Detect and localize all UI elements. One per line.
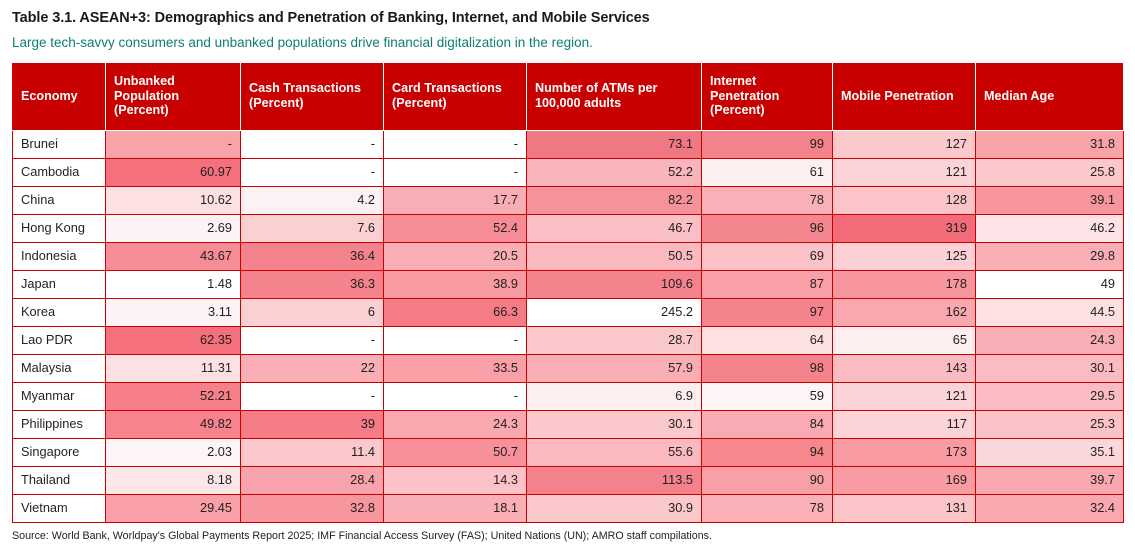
cell-value: 50.7	[384, 439, 527, 467]
cell-value: 59	[702, 383, 833, 411]
cell-value: 121	[833, 159, 976, 187]
cell-value: 60.97	[106, 159, 241, 187]
column-header-internet-penetration: Internet Penetration (Percent)	[702, 63, 833, 131]
cell-value: 127	[833, 131, 976, 159]
cell-value: 121	[833, 383, 976, 411]
cell-value: -	[106, 131, 241, 159]
cell-value: 35.1	[976, 439, 1124, 467]
cell-value: 162	[833, 299, 976, 327]
table-row	[13, 355, 1124, 383]
cell-value: 87	[702, 271, 833, 299]
cell-economy: Lao PDR	[13, 327, 106, 355]
cell-economy: Korea	[13, 299, 106, 327]
cell-value: 131	[833, 495, 976, 523]
cell-value: -	[384, 159, 527, 187]
table-row	[13, 411, 1124, 439]
cell-value: 73.1	[527, 131, 702, 159]
cell-value: 29.8	[976, 243, 1124, 271]
cell-value: 30.9	[527, 495, 702, 523]
cell-value: 32.4	[976, 495, 1124, 523]
cell-value: 46.2	[976, 215, 1124, 243]
cell-value: 65	[833, 327, 976, 355]
cell-value: 84	[702, 411, 833, 439]
cell-value: 109.6	[527, 271, 702, 299]
cell-economy: China	[13, 187, 106, 215]
source-note: Source: World Bank, Worldpay's Global Payments Report 2025; IMF Financial Access Survey (FAS); United Nations (UN); AMRO staff compilations.	[12, 530, 712, 542]
cell-value: 39.1	[976, 187, 1124, 215]
cell-value: 125	[833, 243, 976, 271]
cell-value: 4.2	[241, 187, 384, 215]
cell-value: 94	[702, 439, 833, 467]
cell-value: 36.3	[241, 271, 384, 299]
cell-value: 90	[702, 467, 833, 495]
table-subtitle: Large tech-savvy consumers and unbanked populations drive financial digitalization in the region.	[12, 35, 593, 50]
cell-value: 55.6	[527, 439, 702, 467]
cell-economy: Singapore	[13, 439, 106, 467]
cell-value: 25.3	[976, 411, 1124, 439]
table-row	[13, 467, 1124, 495]
cell-value: 11.4	[241, 439, 384, 467]
cell-value: -	[384, 327, 527, 355]
cell-value: 78	[702, 187, 833, 215]
cell-value: 14.3	[384, 467, 527, 495]
column-header-unbanked-population: Unbanked Population (Percent)	[106, 63, 241, 131]
cell-economy: Thailand	[13, 467, 106, 495]
cell-value: 8.18	[106, 467, 241, 495]
table-row	[13, 271, 1124, 299]
cell-value: 6.9	[527, 383, 702, 411]
cell-value: 61	[702, 159, 833, 187]
cell-value: 49.82	[106, 411, 241, 439]
cell-value: 11.31	[106, 355, 241, 383]
column-header-median-age: Median Age	[976, 63, 1124, 131]
cell-value: -	[241, 383, 384, 411]
cell-value: 38.9	[384, 271, 527, 299]
cell-value: 6	[241, 299, 384, 327]
cell-economy: Cambodia	[13, 159, 106, 187]
cell-value: 50.5	[527, 243, 702, 271]
cell-value: 52.2	[527, 159, 702, 187]
cell-economy: Myanmar	[13, 383, 106, 411]
cell-value: 169	[833, 467, 976, 495]
cell-value: 29.45	[106, 495, 241, 523]
cell-value: 31.8	[976, 131, 1124, 159]
cell-value: 3.11	[106, 299, 241, 327]
cell-value: 22	[241, 355, 384, 383]
cell-value: 69	[702, 243, 833, 271]
table-row	[13, 439, 1124, 467]
cell-value: -	[384, 383, 527, 411]
cell-value: 96	[702, 215, 833, 243]
cell-value: 113.5	[527, 467, 702, 495]
cell-value: 28.7	[527, 327, 702, 355]
data-table	[12, 62, 1124, 523]
page-title: Table 3.1. ASEAN+3: Demographics and Penetration of Banking, Internet, and Mobile Services	[12, 10, 650, 26]
cell-value: 82.2	[527, 187, 702, 215]
cell-economy: Indonesia	[13, 243, 106, 271]
column-header-mobile-penetration: Mobile Penetration	[833, 63, 976, 131]
cell-value: 25.8	[976, 159, 1124, 187]
cell-value: 173	[833, 439, 976, 467]
cell-value: 52.4	[384, 215, 527, 243]
table-body	[13, 131, 1124, 523]
cell-value: 24.3	[384, 411, 527, 439]
cell-value: 178	[833, 271, 976, 299]
cell-value: 49	[976, 271, 1124, 299]
cell-economy: Malaysia	[13, 355, 106, 383]
cell-value: 46.7	[527, 215, 702, 243]
table-row	[13, 243, 1124, 271]
table-row	[13, 131, 1124, 159]
cell-value: 28.4	[241, 467, 384, 495]
table-header	[13, 63, 1124, 131]
cell-value: 30.1	[527, 411, 702, 439]
table-row	[13, 215, 1124, 243]
cell-value: -	[241, 327, 384, 355]
table-row	[13, 383, 1124, 411]
header-row	[13, 63, 1124, 131]
cell-value: 128	[833, 187, 976, 215]
cell-value: 57.9	[527, 355, 702, 383]
table-row	[13, 327, 1124, 355]
cell-value: 2.03	[106, 439, 241, 467]
cell-value: 62.35	[106, 327, 241, 355]
cell-value: 30.1	[976, 355, 1124, 383]
cell-value: 18.1	[384, 495, 527, 523]
cell-value: 7.6	[241, 215, 384, 243]
cell-economy: Philippines	[13, 411, 106, 439]
column-header-economy: Economy	[13, 63, 106, 131]
table-row	[13, 187, 1124, 215]
cell-value: 2.69	[106, 215, 241, 243]
cell-value: 39	[241, 411, 384, 439]
column-header-cash-transactions: Cash Transactions (Percent)	[241, 63, 384, 131]
cell-value: 1.48	[106, 271, 241, 299]
column-header-card-transactions: Card Transactions (Percent)	[384, 63, 527, 131]
cell-value: 52.21	[106, 383, 241, 411]
cell-value: 39.7	[976, 467, 1124, 495]
cell-value: 29.5	[976, 383, 1124, 411]
cell-value: 43.67	[106, 243, 241, 271]
cell-value: 33.5	[384, 355, 527, 383]
cell-economy: Japan	[13, 271, 106, 299]
cell-value: 36.4	[241, 243, 384, 271]
cell-value: 17.7	[384, 187, 527, 215]
cell-value: -	[384, 131, 527, 159]
cell-value: 97	[702, 299, 833, 327]
cell-economy: Vietnam	[13, 495, 106, 523]
table-row	[13, 495, 1124, 523]
cell-value: 143	[833, 355, 976, 383]
cell-value: 319	[833, 215, 976, 243]
cell-value: -	[241, 131, 384, 159]
column-header-atms: Number of ATMs per 100,000 adults	[527, 63, 702, 131]
cell-value: 10.62	[106, 187, 241, 215]
cell-economy: Brunei	[13, 131, 106, 159]
table-row	[13, 299, 1124, 327]
cell-value: 78	[702, 495, 833, 523]
cell-value: 20.5	[384, 243, 527, 271]
cell-value: 99	[702, 131, 833, 159]
cell-value: 64	[702, 327, 833, 355]
cell-value: 44.5	[976, 299, 1124, 327]
cell-value: 245.2	[527, 299, 702, 327]
cell-value: 32.8	[241, 495, 384, 523]
table-row	[13, 159, 1124, 187]
cell-value: 24.3	[976, 327, 1124, 355]
cell-value: 98	[702, 355, 833, 383]
cell-economy: Hong Kong	[13, 215, 106, 243]
cell-value: 117	[833, 411, 976, 439]
cell-value: 66.3	[384, 299, 527, 327]
cell-value: -	[241, 159, 384, 187]
